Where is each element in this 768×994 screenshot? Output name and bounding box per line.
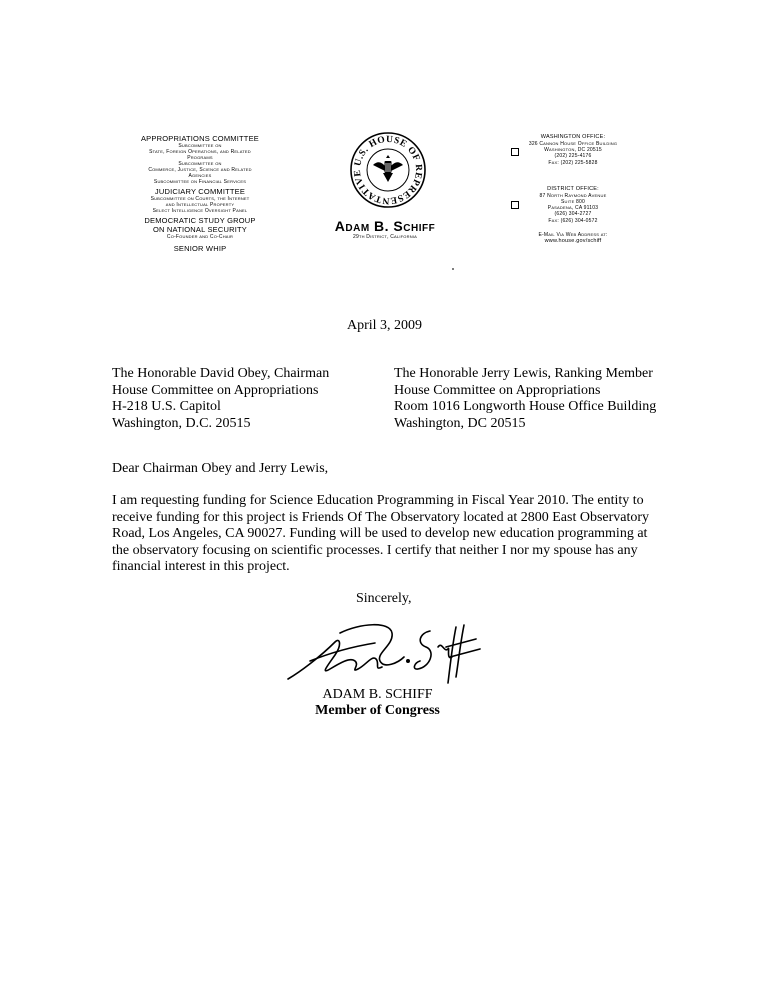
- email-line: E-Mail Via Web Address at:: [538, 231, 608, 238]
- signer-title: Member of Congress: [315, 703, 440, 718]
- subcommittee-line: and Intellectual Property: [165, 202, 235, 208]
- address-line: The Honorable Jerry Lewis, Ranking Member: [394, 366, 653, 381]
- fax-line: Fax: (202) 225-5828: [548, 159, 598, 166]
- subcommittee-line: Programs: [187, 155, 213, 161]
- signer-name: ADAM B. SCHIFF: [322, 687, 433, 702]
- salutation: Dear Chairman Obey and Jerry Lewis,: [112, 461, 329, 476]
- office-addresses: [518, 134, 628, 245]
- committee-heading: SENIOR WHIP: [173, 244, 227, 253]
- house-seal-icon: [349, 131, 427, 209]
- address-line: Washington, DC 20515: [544, 147, 602, 154]
- representative-name: Adam B. Schiff: [334, 218, 436, 234]
- address-line: Room 1016 Longworth House Office Building: [394, 399, 657, 414]
- address-line: H-218 U.S. Capitol: [112, 399, 221, 414]
- committee-heading: ON NATIONAL SECURITY: [152, 225, 247, 234]
- subcommittee-line: Subcommittee on Financial Services: [153, 179, 247, 185]
- letter-body: I am requesting funding for Science Education Programming in Fiscal Year 2010. The entity to receive funding for this project is Friends Of The Observatory located at 2800 East Observatory Road, Los Angeles, CA 90027. Funding will be used to develop new education programming at the observatory focusing on scientific processes. I certify that neither I nor my spouse has any financial interest in this project.: [112, 493, 650, 574]
- address-line: House Committee on Appropriations: [394, 382, 601, 398]
- stray-mark: [452, 268, 454, 270]
- subcommittee-line: Subcommittee on: [178, 143, 222, 149]
- address-line: The Honorable David Obey, Chairman: [112, 366, 330, 381]
- subcommittee-line: Subcommittee on: [178, 161, 222, 167]
- address-line: 326 Cannon House Office Building: [528, 141, 618, 147]
- washington-office-heading: WASHINGTON OFFICE:: [540, 134, 606, 140]
- district-office-heading: DISTRICT OFFICE:: [547, 185, 599, 192]
- representative-name-block: [315, 219, 455, 241]
- seal-text: U.S. HOUSE OF REPRESENTATIVE: [352, 134, 424, 206]
- address-line: Washington, D.C. 20515: [112, 415, 251, 431]
- subcommittee-line: State, Foreign Operations, and Related: [149, 149, 251, 155]
- subcommittee-line: Agencies: [188, 173, 212, 179]
- address-line: Pasadena, CA 91103: [547, 205, 599, 212]
- phone-line: (626) 304-2727: [554, 211, 592, 218]
- phone-line: (202) 225-4176: [554, 153, 592, 160]
- website-link[interactable]: www.house.gov/schiff: [544, 238, 602, 245]
- signature-image: [280, 617, 485, 687]
- subcommittee-line: Co-Founder and Co-Chair: [166, 234, 234, 240]
- committee-heading: APPROPRIATIONS COMMITTEE: [140, 134, 259, 143]
- committee-heading: DEMOCRATIC STUDY GROUP: [144, 216, 256, 225]
- subcommittee-line: Subcommittee on Courts, the Internet: [150, 196, 250, 202]
- address-line: House Committee on Appropriations: [112, 382, 319, 398]
- district-label: 29th District, California: [353, 234, 417, 240]
- subcommittee-line: Commerce, Justice, Science and Related: [148, 167, 252, 173]
- recipient-address-1: [112, 366, 329, 432]
- letter-date: April 3, 2009: [347, 318, 423, 333]
- address-line: Washington, DC 20515: [394, 415, 526, 431]
- recipient-address-2: [394, 366, 656, 432]
- address-line: 87 North Raymond Avenue: [539, 192, 607, 199]
- closing: Sincerely,: [356, 591, 412, 606]
- fax-line: Fax: (626) 304-0572: [548, 217, 598, 224]
- committee-heading: JUDICIARY COMMITTEE: [154, 187, 246, 196]
- address-line: Suite 800: [561, 199, 585, 206]
- committee-list: [110, 134, 290, 253]
- subcommittee-line: Select Intelligence Oversight Panel: [152, 208, 248, 214]
